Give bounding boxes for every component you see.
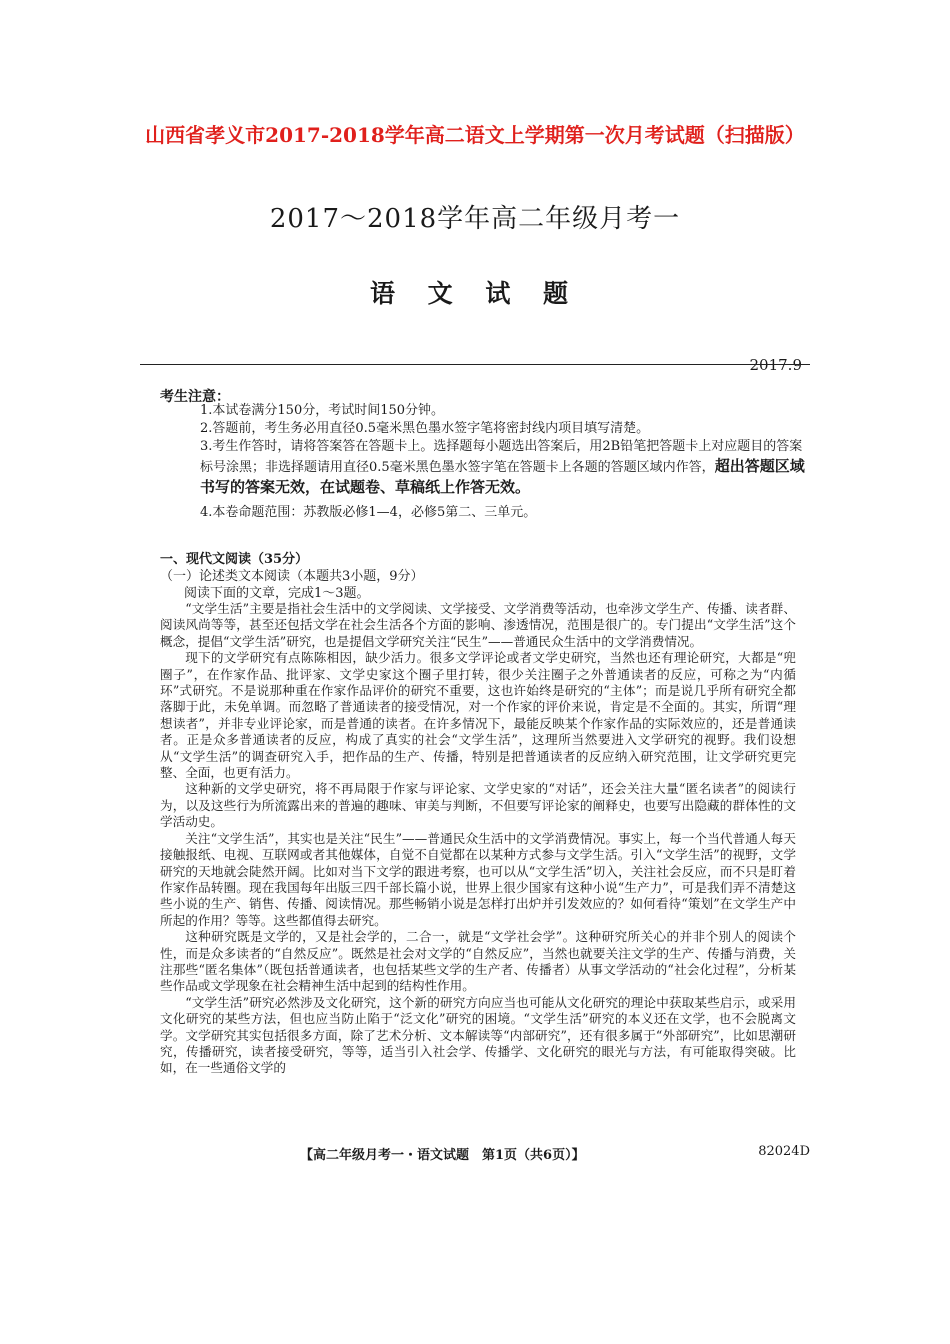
passage-paragraph: 这种新的文学史研究，将不再局限于作家与评论家、文学史家的“对话”，还会关注大量“匿名读者”的阅读行为，以及这些行为所流露出来的普遍的趣味、审美与判断，不但要写评论家的阐释史，也要写出隐藏的群体性的文学活动史。 [160,781,796,830]
exam-date: 2017.9 [749,356,802,374]
subsection-heading: （一）论述类文本阅读（本题共3小题，9分） [160,569,424,584]
notice-bold-warning: 超出答题区域书写的答案无效，在试题卷、草稿纸上作答无效。 [200,457,805,496]
passage-paragraph: “文学生活”主要是指社会生活中的文学阅读、文学接受、文学消费等活动，也牵涉文学生产、传播、读者群、阅读风尚等等，甚至还包括文学在社会生活各个方面的影响、渗透情况，范围是很广的。专门提出“文学生活”这个概念，提倡“文学生活”研究，也是提倡文学研究关注“民生”——普通民众生活中的文学消费情况。 [160,601,796,649]
page-footer: 【高二年级月考一・语文试题 第1页（共6页）】 [300,1148,585,1163]
scanned-exam-page [140,180,810,1180]
passage-paragraph: 关注“文学生活”，其实也是关注“民生”——普通民众生活中的文学消费情况。事实上，每一个当代普通人每天接触报纸、电视、互联网或者其他媒体，自觉不自觉都在以某种方式参与文学生活。引入“文学生活”的视野，文学研究的天地就会陡然开阔。比如对当下文学的跟进考察，也可以从“文学生活”切入，关注社会反应，而不只是盯着作家作品转圈。现在我国每年出版三四千部长篇小说，世界上很少国家有这种小说“生产力”，可是我们弄不清楚这些小说的生产、销售、传播、阅读情况。那些畅销小说是怎样打出炉并引发效应的？如何看待“策划”在文学生产中所起的作用？等等。这些都值得去研究。 [160,830,796,928]
passage-paragraph: 现下的文学研究有点陈陈相因，缺少活力。很多文学评论或者文学史研究，当然也还有理论研究，大都是“兜圈子”，在作家作品、批评家、文学史家这个圈子里打转，很少关注圈子之外普通读者的反应，可称之为“内循环”式研究。不是说那种重在作家作品评价的研究不重要，这也许始终是研究的“主体”；而是说几乎所有研究全都落脚于此，未免单调。而忽略了普通读者的接受情况，对一个作家的评价来说，肯定是不全面的。其实，所谓“理想读者”，并非专业评论家，而是普通的读者。在许多情况下，最能反映某个作家作品的实际效应的，还是普通读者。正是众多普通读者的反应，构成了真实的社会“文学生活”，这理所当然要进入文学研究的视野。我们设想从“文学生活”的调查研究入手，把作品的生产、传播，特别是把普通读者的反应纳入研究范围，让文学研究更完整、全面，也更有活力。 [160,650,796,781]
reading-passage [160,601,796,1077]
notice-item: 2.答题前，考生务必用直径0.5毫米黑色墨水签字笔将密封线内项目填写清楚。 [200,421,650,436]
notice-item-text: 3.考生作答时，请将答案答在答题卡上。选择题每小题选出答案后，用2B铅笔把答题卡上对应题目的答案标号涂黑；非选择题请用直径0.5毫米黑色墨水签字笔在答题卡上各题的答题区域内作答， [200,439,803,475]
reading-instruction: 阅读下面的文章，完成1～3题。 [184,586,370,601]
notice-item: 1.本试卷满分150分，考试时间150分钟。 [200,403,445,418]
document-title: 山西省孝义市2017-2018学年高二语文上学期第一次月考试题（扫描版） [145,123,805,147]
passage-paragraph: 这种研究既是文学的，又是社会学的，二合一，就是“文学社会学”。这种研究所关心的并非个别人的阅读个性，而是众多读者的“自然反应”。既然是社会对文学的“自然反应”，当然也就要关注文学的生产、传播与消费，关注那些“匿名集体”（既包括普通读者，也包括某些文学的生产者、传播者）从事文学活动的“社会化过程”，分析某些作品或文学现象在社会精神生活中起到的结构性作用。 [160,929,796,994]
header-divider [140,364,810,365]
notice-item: 4.本卷命题范围：苏教版必修1—4，必修5第二、三单元。 [200,505,537,520]
notice-heading: 考生注意： [160,389,230,405]
notice-list [200,402,812,522]
passage-paragraph: “文学生活”研究必然涉及文化研究，这个新的研究方向应当也可能从文化研究的理论中获取某些启示，或采用文化研究的某些方法，但也应当防止陷于“泛文化”研究的困境。“文学生活”研究的本义还在文学，也不会脱离文学。文学研究其实包括很多方面，除了艺术分析、文本解读等“内部研究”，还有很多属于“外部研究”，比如思潮研究，传播研究，读者接受研究，等等，适当引入社会学、传播学、文化研究的眼光与方法，有可能取得突破。比如，在一些通俗文学的 [160,994,796,1076]
section-heading: 一、现代文阅读（35分） [160,552,309,567]
exam-title: 2017～2018学年高二年级月考一 [269,204,681,234]
notice-item [200,438,812,498]
paper-code: 82024D [758,1144,810,1159]
subject-title: 语 文 试 题 [369,279,581,308]
